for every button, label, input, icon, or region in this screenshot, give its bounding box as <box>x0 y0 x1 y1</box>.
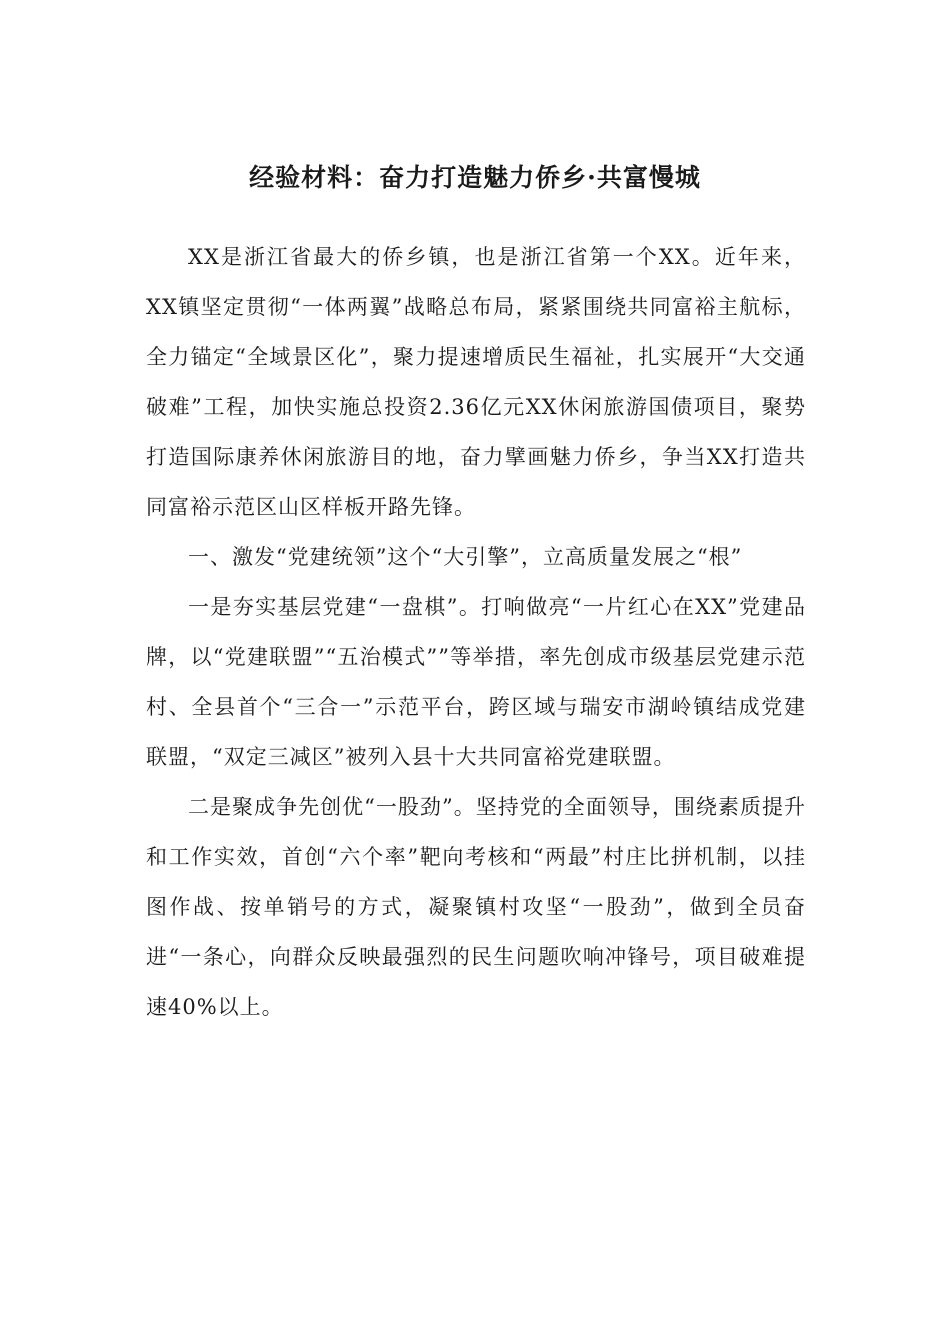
document-title: 经验材料：奋力打造魅力侨乡·共富慢城 <box>249 163 701 192</box>
paragraph-party-building: 一是夯实基层党建“一盘棋”。打响做亮“一片红心在XX”党建品牌，以“党建联盟”“五治模式””等举措，率先创成市级基层党建示范村、全县首个“三合一”示范平台，跨区域与瑞安市湖岭镇结成党建联盟，“双定三减区”被列入县十大共同富裕党建联盟。 <box>146 595 806 769</box>
paragraph-excellence: 二是聚成争先创优“一股劲”。坚持党的全面领导，围绕素质提升和工作实效，首创“六个率”靶向考核和“两最”村庄比拼机制，以挂图作战、按单销号的方式，凝聚镇村攻坚“一股劲”，做到全员奋进“一条心，向群众反映最强烈的民生问题吹响冲锋号，项目破难提速40%以上。 <box>146 795 806 1019</box>
section-heading-1: 一、激发“党建统领”这个“大引擎”，立高质量发展之“根” <box>188 545 743 569</box>
document-body <box>146 232 806 1032</box>
paragraph-intro: XX是浙江省最大的侨乡镇，也是浙江省第一个XX。近年来，XX镇坚定贯彻“一体两翼”战略总布局，紧紧围绕共同富裕主航标，全力锚定“全域景区化”，聚力提速增质民生福祉，扎实展开“大交通破难”工程，加快实施总投资2.36亿元XX休闲旅游国债项目，聚势打造国际康养休闲旅游目的地，奋力擘画魅力侨乡，争当XX打造共同富裕示范区山区样板开路先锋。 <box>146 245 806 519</box>
